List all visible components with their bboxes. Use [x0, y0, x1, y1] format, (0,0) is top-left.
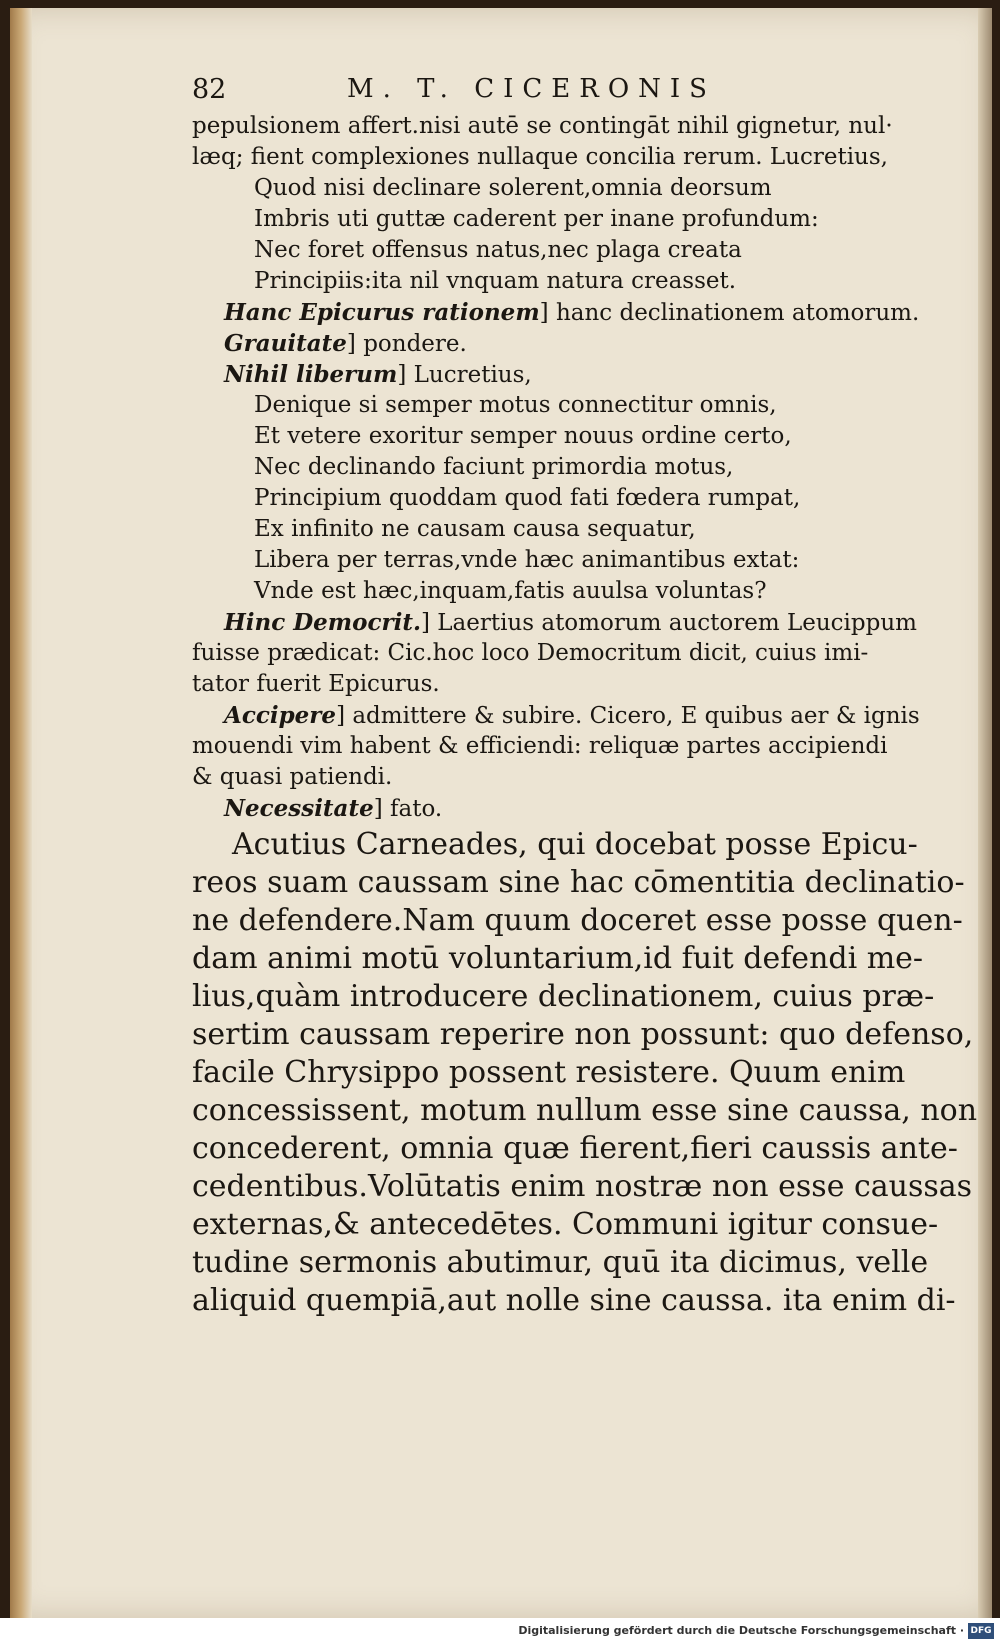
note-line [192, 762, 392, 793]
verse-line [254, 204, 819, 235]
lemma-note [224, 359, 532, 391]
note-text: tator fuerit Epicurus. [192, 671, 440, 697]
note-line [192, 669, 440, 700]
note-text: pepulsionem affert.nisi autē se contingāt nihil gignetur, nul· [192, 113, 893, 139]
main-text-line: concederent, omnia quæ fierent,fieri caussis ante- [192, 1131, 958, 1166]
verse-line [254, 514, 696, 545]
note-text: Libera per terras,vnde hæc animantibus extat: [254, 547, 800, 573]
note-text: læq; fient complexiones nullaque concilia rerum. Lucretius, [192, 144, 888, 170]
lemma-note [224, 328, 467, 360]
main-text-line: facile Chrysippo possent resistere. Quum enim [192, 1055, 906, 1090]
funding-notice: Digitalisierung gefördert durch die Deutsche Forschungsgemeinschaft · [518, 1624, 964, 1637]
note-text: ] Laertius atomorum auctorem Leucippum [420, 610, 917, 636]
lemma-note [224, 297, 919, 329]
main-text-line: tudine sermonis abutimur, quū ita dicimus, velle [192, 1245, 929, 1280]
dfg-logo: DFG [968, 1623, 994, 1639]
note-text: Imbris uti guttæ caderent per inane profundum: [254, 206, 819, 232]
lemma-word: Nihil liberum [224, 361, 398, 388]
main-text-line: externas,& antecedētes. Communi igitur consue- [192, 1207, 939, 1242]
verse-line [254, 421, 792, 452]
main-text-line: lius,quàm introducere declinationem, cuius præ- [192, 979, 935, 1014]
verse-line [254, 235, 742, 266]
verse-line [254, 452, 733, 483]
running-title: M. T. CICERONIS [347, 74, 716, 104]
page-edge [978, 8, 992, 1618]
lemma-word: Necessitate [224, 795, 374, 822]
note-text: ] hanc declinationem atomorum. [539, 300, 920, 326]
main-text-line: sertim caussam reperire non possunt: quo defenso, [192, 1017, 974, 1052]
note-line [192, 731, 887, 762]
verse-line [254, 576, 767, 607]
book-binding [10, 8, 32, 1618]
lemma-word: Hinc Democrit. [224, 609, 421, 636]
main-text-line: reos suam caussam sine hac cōmentitia declinatio- [192, 865, 965, 900]
note-text: Denique si semper motus connectitur omnis, [254, 392, 777, 418]
note-text: fuisse prædicat: Cic.hoc loco Democritum dicit, cuius imi- [192, 640, 869, 666]
note-text: ] fato. [373, 796, 443, 822]
note-text: mouendi vim habent & efficiendi: reliquæ partes accipiendi [192, 733, 888, 759]
verse-line [254, 390, 777, 421]
note-text: ] pondere. [346, 331, 467, 357]
main-text-line: ne defendere.Nam quum doceret esse posse quen- [192, 903, 963, 938]
main-text-line: aliquid quempiā,aut nolle sine caussa. ita enim di- [192, 1283, 956, 1318]
lemma-word: Accipere [224, 702, 337, 729]
note-text: ] admittere & subire. Cicero, E quibus aer & ignis [336, 703, 920, 729]
note-text: ] Lucretius, [397, 362, 532, 388]
note-text: Quod nisi declinare solerent,omnia deorsum [254, 175, 772, 201]
note-text: Ex infinito ne causam causa sequatur, [254, 516, 696, 542]
main-text-line: concessissent, motum nullum esse sine caussa, non [192, 1093, 978, 1128]
note-text: Principium quoddam quod fati fœdera rumpat, [254, 485, 801, 511]
note-text: & quasi patiendi. [192, 764, 393, 790]
lemma-word: Hanc Epicurus rationem [224, 299, 540, 326]
note-text: Vnde est hæc,inquam,fatis auulsa voluntas? [254, 578, 767, 604]
page-header [192, 74, 922, 114]
lemma-note [224, 700, 920, 732]
lemma-word: Grauitate [224, 330, 347, 357]
note-line [192, 142, 888, 173]
note-text: Principiis:ita nil vnquam natura creasset. [254, 268, 737, 294]
note-line [192, 638, 868, 669]
footer-bar [0, 1618, 1000, 1645]
verse-line [254, 173, 772, 204]
note-text: Et vetere exoritur semper nouus ordine certo, [254, 423, 792, 449]
note-line [192, 111, 893, 142]
lemma-note [224, 607, 917, 639]
page-number: 82 [192, 74, 227, 105]
main-text-line: Acutius Carneades, qui docebat posse Epicu- [232, 827, 918, 862]
note-text: Nec declinando faciunt primordia motus, [254, 454, 734, 480]
main-text-line: dam animi motū voluntarium,id fuit defendi me- [192, 941, 924, 976]
main-text-line: cedentibus.Volūtatis enim nostræ non esse caussas [192, 1169, 973, 1204]
verse-line [254, 266, 736, 297]
verse-line [254, 545, 799, 576]
verse-line [254, 483, 800, 514]
note-text: Nec foret offensus natus,nec plaga creata [254, 237, 742, 263]
lemma-note [224, 793, 442, 825]
